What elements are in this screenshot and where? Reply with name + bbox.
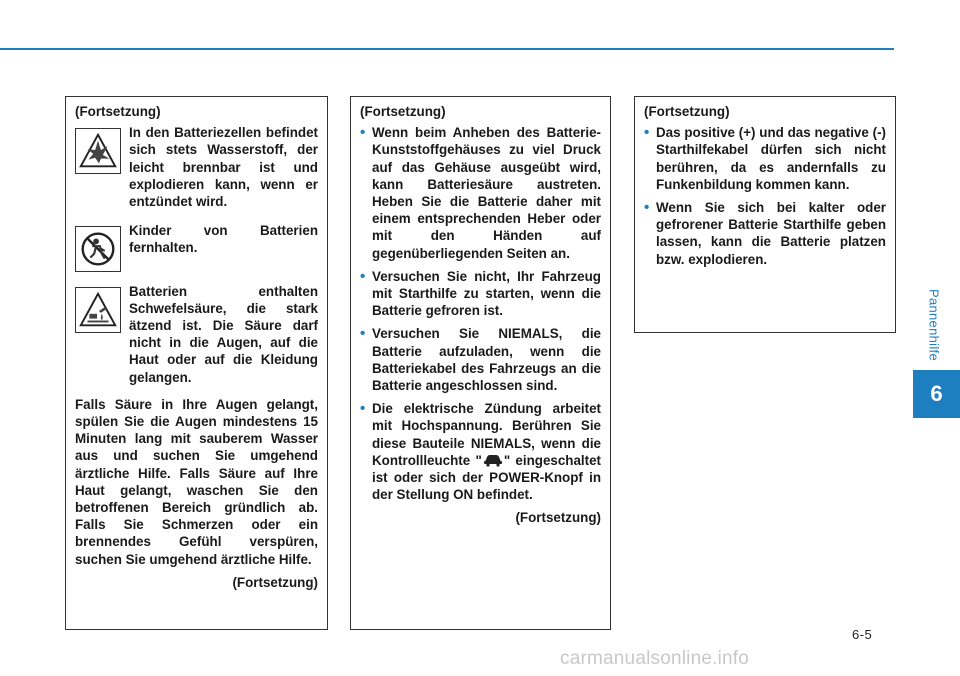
list-item: • Das positive (+) und das negative (-) Starthilfekabel dürfen sich nicht berühren, da es andernfalls zu Funkenbildung kommen kann. xyxy=(644,124,886,193)
warning-text: Batterien enthalten Schwefelsäure, die stark ätzend ist. Die Säure darf nicht in die Augen, auf die Haut oder auf die Kleidung gelangen. xyxy=(129,283,318,385)
continued-label: (Fortsetzung) xyxy=(232,574,318,590)
list-item xyxy=(360,400,601,503)
continued-label: (Fortsetzung) xyxy=(515,510,601,526)
list-item-text: Die elektrische Zündung arbeitet mit Hochspannung. Berühren Sie diese Bauteile NIEMALS, wenn die Kontrollleuchte " xyxy=(372,401,601,468)
list-item: • Versuchen Sie NIEMALS, die Batterie aufzuladen, wenn die Batteriekabel des Fahrzeugs an die Batterie angeschlossen sind. xyxy=(360,325,601,394)
list-item-text: " eingeschaltet ist oder sich der POWER-Knopf in der Stellung ON befindet. xyxy=(372,452,601,503)
continued-label: (Fortsetzung) xyxy=(75,104,161,119)
chapter-tab[interactable]: 6 xyxy=(913,370,960,418)
ready-indicator-car-icon xyxy=(482,453,504,467)
warning-box-2 xyxy=(350,96,611,630)
list-item: • Wenn Sie sich bei kalter oder gefrorener Batterie Starthilfe geben lassen, kann die Batterie platzen bzw. explodieren. xyxy=(644,199,886,268)
keep-away-from-children-icon xyxy=(75,226,121,272)
page-number: 6-5 xyxy=(852,627,873,642)
warning-text: Kinder von Batterien fernhalten. xyxy=(129,223,318,256)
list-item: • Wenn beim Anheben des Batterie-Kunststoffgehäuses zu viel Druck auf das Gehäuse ausgeübt wird, kann Batteriesäure austreten. Heben Sie die Batterie daher mit einem entsprechenden Heber oder mit den Händen auf gegenüberliegenden Seiten an. xyxy=(360,124,601,262)
warning-text: In den Batteriezellen befindet sich stets Wasserstoff, der leicht brennbar ist und explodieren kann, wenn er entzündet wird. xyxy=(129,125,318,210)
header-rule xyxy=(0,48,894,50)
watermark: carmanualsonline.info xyxy=(560,648,750,669)
acid-instructions: Falls Säure in Ihre Augen gelangt, spülen Sie die Augen mindestens 15 Minuten lang mit sauberem Wasser aus und suchen Sie umgehend ärztliche Hilfe. Falls Säure auf Ihre Haut gelangt, waschen Sie den betroffenen Bereich gründlich ab. Falls Sie Schmerzen oder ein brennendes Gefühl verspüren, suchen Sie umgehend ärztliche Hilfe. xyxy=(75,396,318,567)
continued-label: (Fortsetzung) xyxy=(360,104,446,119)
acid-warning-icon xyxy=(75,287,121,333)
explosion-warning-icon xyxy=(75,128,121,174)
warning-box-3 xyxy=(634,96,896,333)
warning-box-1 xyxy=(65,96,328,630)
list-item: • Versuchen Sie nicht, Ihr Fahrzeug mit Starthilfe zu starten, wenn die Batterie gefroren ist. xyxy=(360,268,601,320)
warning-explosion xyxy=(75,124,318,210)
continued-label: (Fortsetzung) xyxy=(644,104,730,119)
section-label: Pannenhilfe xyxy=(926,289,942,361)
warning-acid xyxy=(75,283,318,386)
warning-children xyxy=(75,222,318,256)
